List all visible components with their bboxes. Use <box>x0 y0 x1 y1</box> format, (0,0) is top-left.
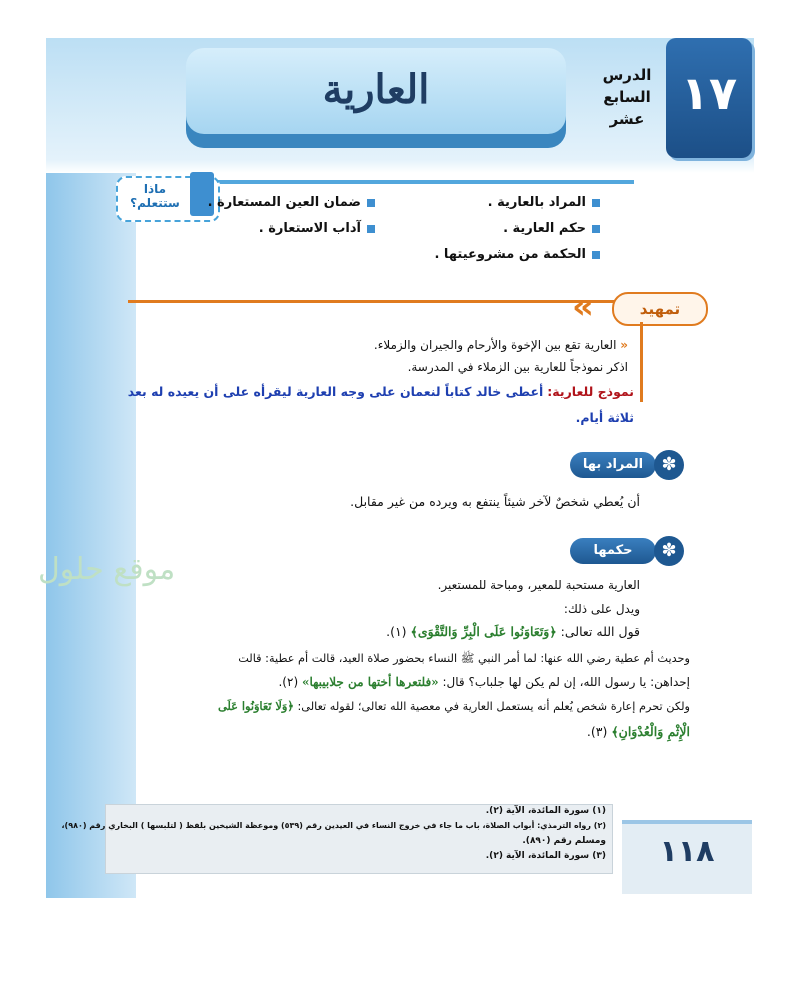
lesson-number-badge <box>666 38 752 158</box>
ruling-heading: حكمها <box>570 538 656 564</box>
ruling-line-3-a: قول الله تعالى: <box>560 624 640 639</box>
objective-item <box>340 242 600 268</box>
arrow-bullet-icon: « <box>620 338 628 352</box>
objective-text: حكم العارية . <box>503 221 586 236</box>
rosette-icon: ✽ <box>654 450 684 480</box>
objectives-left-column <box>180 190 375 242</box>
page-title: العارية <box>322 66 430 113</box>
ruling-line-7 <box>587 724 690 739</box>
objective-item <box>340 216 600 242</box>
ruling-line-5 <box>278 675 690 689</box>
ruling-line-5-a: إحداهن: يا رسول الله، إن لم يكن لها جلباب؟ قال: <box>442 675 690 689</box>
intro-model-2: ثلاثة أيام. <box>575 410 634 425</box>
bullet-square-icon <box>592 251 600 259</box>
footnote-1: (١) سورة المائدة، الآية (٢). <box>485 806 606 816</box>
ruling-line-4: وحديث أم عطية رضي الله عنها: لما أمر النبي ﷺ النساء بحضور صلاة العيد، قالت أم عطية: قالت <box>238 652 690 665</box>
intro-line-2: اذكر نموذجاً للعارية بين الزملاء في المدرسة. <box>407 360 628 374</box>
ruling-line-6-a: ولكن تحرم إعارة شخص يُعلم أنه يستعمل العارية في معصية الله تعالى؛ لقوله تعالى: <box>297 700 690 713</box>
intro-tab: تمهيد <box>612 292 708 326</box>
bullet-square-icon <box>592 225 600 233</box>
footnote-2-continued: ومسلم رقم (٨٩٠). <box>522 836 606 846</box>
header <box>46 38 754 188</box>
objective-text: آداب الاستعارة . <box>258 221 361 236</box>
rosette-icon: ✽ <box>654 536 684 566</box>
footnote-ref-1: (١). <box>386 624 407 639</box>
footnote-3: (٣) سورة المائدة، الآية (٢). <box>485 851 606 861</box>
intro-line-1 <box>374 338 628 352</box>
ruling-line-2: ويدل على ذلك: <box>563 602 640 616</box>
intro-model <box>128 384 634 399</box>
model-label: نموذج للعارية: <box>547 384 634 399</box>
footnote-ref-2: (٢). <box>278 675 299 689</box>
objective-item <box>340 190 600 216</box>
objective-text: ضمان العين المستعارة . <box>207 195 361 210</box>
lesson-word-2: السابع <box>603 88 651 106</box>
objective-text: المراد بالعارية . <box>487 195 586 210</box>
ruling-line-3 <box>386 624 640 639</box>
quran-verse-1: ﴿وَتَعَاوَنُوا عَلَى الْبِرِّ وَالتَّقْوَى﴾ <box>410 624 557 639</box>
bullet-square-icon <box>592 199 600 207</box>
lesson-number: ١٧ <box>680 66 738 120</box>
ruling-line-6 <box>218 699 690 713</box>
footnote-ref-3: (٣). <box>586 724 608 739</box>
badge-line-2: ستتعلم؟ <box>130 196 180 210</box>
watermark: موقع حلول <box>38 552 176 587</box>
quran-verse-2a: ﴿وَلَا تَعَاوَنُوا عَلَى <box>218 699 294 713</box>
objective-item <box>180 190 375 216</box>
intro-vertical-line <box>640 322 643 402</box>
intro-line-1-text: العارية تقع بين الإخوة والأرحام والجيران والزملاء. <box>373 338 617 352</box>
badge-line-1: ماذا <box>143 182 167 196</box>
bullet-square-icon <box>367 199 375 207</box>
lesson-word-3: عشر <box>609 110 645 128</box>
bullet-square-icon <box>367 225 375 233</box>
meaning-text: أن يُعطي شخصٌ لآخر شيئاً ينتفع به ويرده من غير مقابل. <box>350 494 640 509</box>
objective-text: الحكمة من مشروعيتها . <box>434 247 586 262</box>
intro-divider <box>128 300 628 303</box>
lesson-label <box>594 64 660 130</box>
footnote-2: (٢) رواه الترمذي: أبواب الصلاة، باب ما جاء في خروج النساء في العيدين رقم (٥٣٩) وموعظة الشيخين بلفظ ( لتلبسها ) البخاري رقم (٩٨٠)، <box>61 821 606 830</box>
hadith-quote: «فلتعرها أختها من جلابيبها» <box>301 675 439 689</box>
model-text: أعطى خالد كتاباً لنعمان على وجه العارية ليقرأه على أن يعيده له بعد <box>127 384 544 399</box>
quran-verse-2b: الْإِثْمِ وَالْعُدْوَانِ﴾ <box>611 724 690 739</box>
page-number: ١١٨ <box>659 834 715 869</box>
double-chevron-icon: « <box>572 287 594 327</box>
objective-item <box>180 216 375 242</box>
title-banner <box>186 48 566 148</box>
lesson-word-1: الدرس <box>602 66 652 84</box>
objectives-right-column <box>340 190 600 268</box>
ruling-line-1: العارية مستحبة للمعير، ومباحة للمستعير. <box>437 578 640 592</box>
meaning-heading: المراد بها <box>570 452 656 478</box>
